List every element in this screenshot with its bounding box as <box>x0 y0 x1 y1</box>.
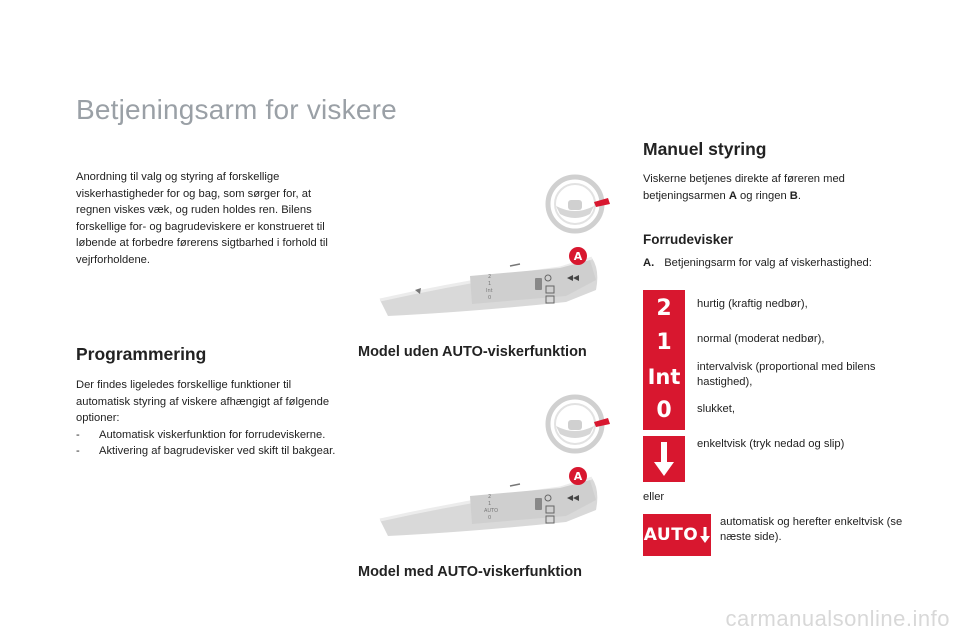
a-text: Betjeningsarm for valg af viskerhastighed: <box>664 257 872 269</box>
steering-wheel-icon <box>548 397 610 451</box>
list-item-text: Aktivering af bagrudevisker ved skift til bakgear. <box>99 445 336 457</box>
forrudevisker-heading: Forrudevisker <box>643 232 734 247</box>
a-label: A. <box>643 257 655 269</box>
page-title: Betjeningsarm for viskere <box>76 94 397 125</box>
stalk-label: 0 <box>488 295 492 301</box>
marker-a: A <box>573 470 583 483</box>
manuel-text-mid: og ringen <box>740 189 787 202</box>
manuel-text-end: . <box>797 189 801 202</box>
list-item: - Automatisk viskerfunktion for forrudeviskerne. <box>76 428 326 441</box>
auto-description: automatisk og herefter enkeltvisk (se næste side). <box>720 516 903 543</box>
model-without-auto-caption: Model uden AUTO-viskerfunktion <box>358 344 587 360</box>
stalk-label: 0 <box>488 515 492 521</box>
programmering-heading: Programmering <box>76 344 207 364</box>
manuel-styring-heading: Manuel styring <box>643 139 767 159</box>
speed-label: 1 <box>656 330 672 355</box>
forrudevisker-a-line <box>643 255 913 272</box>
stalk-label: Int <box>486 288 493 294</box>
stalk-label: 2 <box>488 274 492 280</box>
steering-wheel-icon <box>548 177 610 231</box>
model-with-auto-caption: Model med AUTO-viskerfunktion <box>358 564 582 580</box>
speed-positions-panel <box>643 290 685 430</box>
manuel-text-start: Viskerne betjenes direkte af føreren med betjeningsarmen <box>643 173 845 202</box>
single-wipe-arrow-icon <box>643 436 685 482</box>
speed-label: Int <box>647 365 681 389</box>
programmering-section <box>76 377 338 460</box>
programmering-text: Der findes ligeledes forskellige funktioner til automatisk styring af viskere afhængigt af følgende optioner: <box>76 379 330 424</box>
speed-label: 0 <box>656 398 672 423</box>
auto-label: AUTO <box>643 525 699 545</box>
speed-label: 2 <box>656 296 672 321</box>
single-wipe-description: enkeltvisk (tryk nedad og slip) <box>697 438 845 450</box>
wiper-stalk-illustration-no-auto <box>360 172 610 317</box>
speed-2-description: hurtig (kraftig nedbør), <box>697 298 808 310</box>
auto-button-icon <box>643 514 711 556</box>
list-item-text: Automatisk viskerfunktion for forrudeviskerne. <box>99 428 326 441</box>
speed-1-description: normal (moderat nedbør), <box>697 333 825 345</box>
or-text: eller <box>643 491 665 503</box>
stalk-label: AUTO <box>484 508 499 514</box>
stalk-label: 1 <box>488 281 492 287</box>
speed-0-description: slukket, <box>697 403 735 415</box>
intro-paragraph: Anordning til valg og styring af forskellige viskerhastigheder for og bag, som sørger for, at regnen viskes væk, og ruden holdes ren. Bilens forskellige for- og bagrudeviskere er konstrueret til løbende at forbedre førerens sigtbarhed i forhold til vejrforholdene. <box>76 171 328 266</box>
stalk-label: 1 <box>488 501 492 507</box>
speed-int-description: intervalvisk (proportional med bilens hastighed), <box>697 361 876 388</box>
stalk-label: 2 <box>488 494 492 500</box>
letter-a: A <box>728 189 737 202</box>
marker-a: A <box>573 250 583 263</box>
letter-b: B <box>789 189 798 202</box>
wiper-stalk-illustration-auto <box>360 392 610 537</box>
watermark: carmanualsonline.info <box>725 606 950 631</box>
manuel-styring-text <box>643 171 883 204</box>
list-item: - Aktivering af bagrudevisker ved skift til bakgear. <box>76 445 336 457</box>
